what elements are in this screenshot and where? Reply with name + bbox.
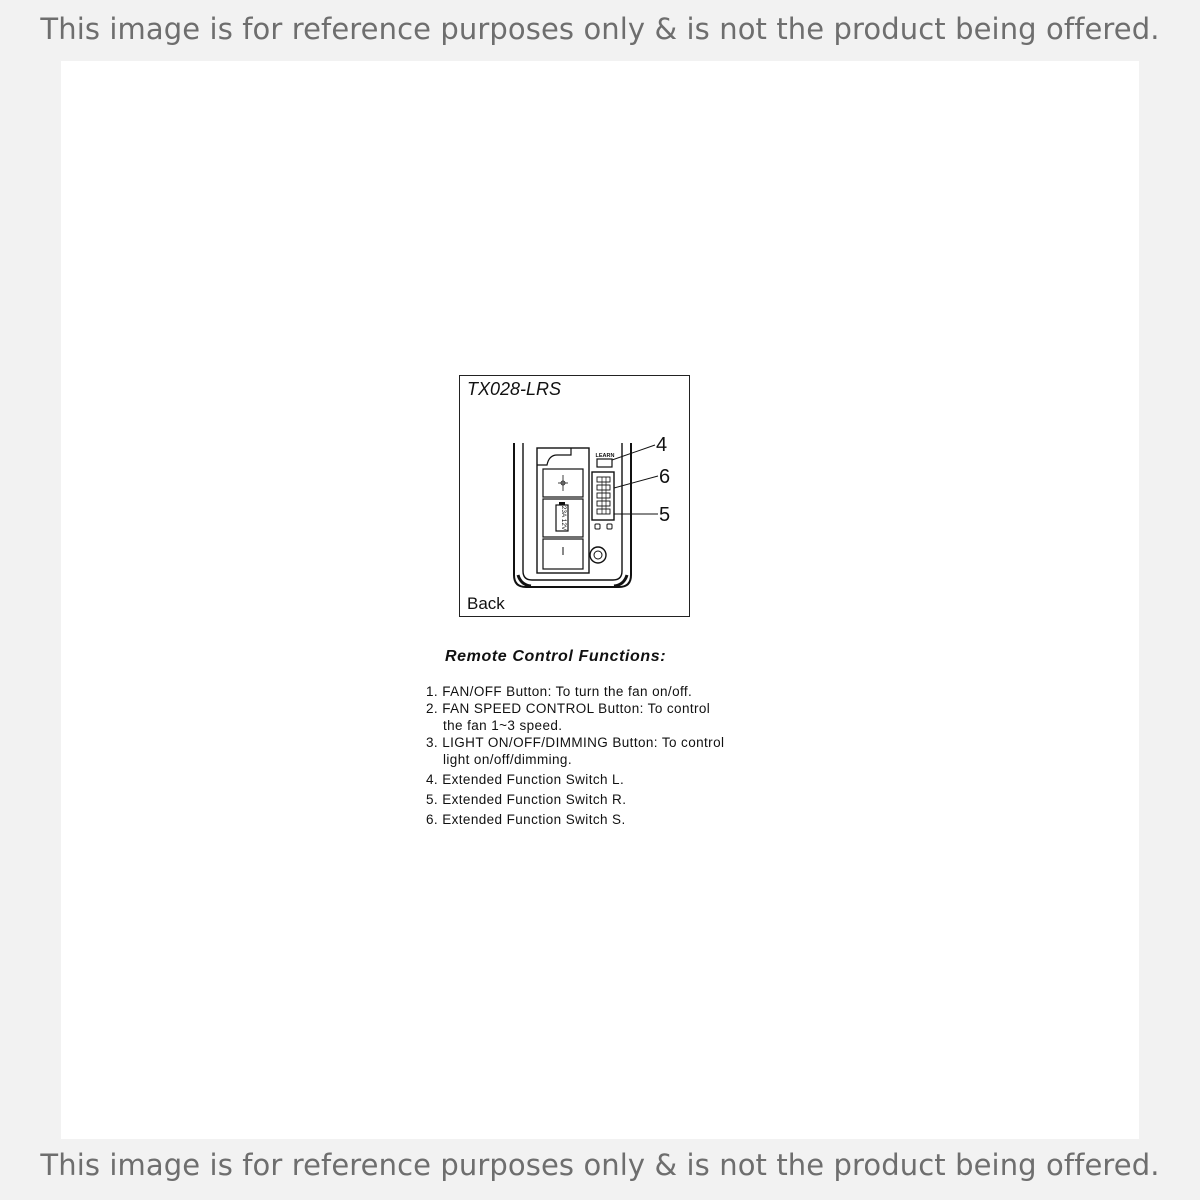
leader-line-6 [614, 476, 658, 488]
disclaimer-banner-top: This image is for reference purposes only & is not the product being offered. [40, 12, 1160, 46]
function-item-1: 1. FAN/OFF Button: To turn the fan on/off. [426, 684, 693, 699]
disclaimer-banner-bottom: This image is for reference purposes only & is not the product being offered. [40, 1148, 1160, 1182]
function-item-6: 6. Extended Function Switch S. [426, 812, 626, 827]
battery-cover-tab [537, 448, 571, 465]
function-item-3: 3. LIGHT ON/OFF/DIMMING Button: To control light on/off/dimming. [426, 735, 725, 767]
functions-title: Remote Control Functions: [445, 648, 667, 665]
remote-back-illustration [459, 375, 690, 617]
model-label: TX028-LRS [467, 379, 562, 399]
learn-label: LEARN [595, 453, 615, 459]
remote-inner-body [523, 443, 622, 580]
dip-switch-block [592, 472, 614, 520]
functions-list [426, 683, 786, 828]
callout-5: 5 [659, 504, 671, 526]
function-item-4: 4. Extended Function Switch L. [426, 772, 625, 787]
round-button [590, 547, 606, 563]
function-item-5: 5. Extended Function Switch R. [426, 792, 627, 807]
callout-4: 4 [656, 434, 668, 456]
learn-button [597, 459, 612, 467]
back-label: Back [467, 594, 505, 613]
battery-label: 23A 12V [560, 505, 567, 531]
callout-6: 6 [659, 466, 671, 488]
function-item-2: 2. FAN SPEED CONTROL Button: To control the fan 1~3 speed. [426, 701, 711, 733]
leader-line-4 [612, 445, 655, 460]
